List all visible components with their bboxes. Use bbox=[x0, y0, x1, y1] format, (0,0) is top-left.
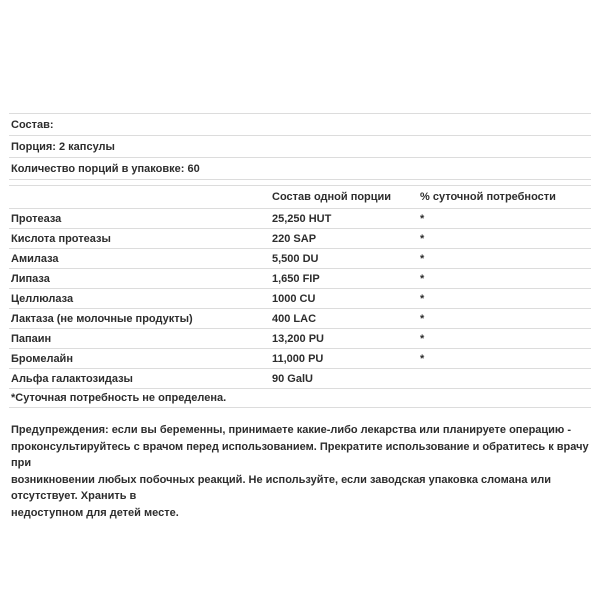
warnings-line: проконсультируйтесь с врачом перед использованием. Прекратите использование и обратитесь к врачу при bbox=[11, 440, 589, 469]
row-amount: 220 SAP bbox=[272, 232, 317, 245]
row-name: Целлюлаза bbox=[11, 292, 74, 305]
row-dv: * bbox=[420, 332, 425, 345]
row-name: Протеаза bbox=[11, 212, 62, 225]
row-amount: 1000 CU bbox=[272, 292, 316, 305]
table-row bbox=[9, 288, 591, 308]
row-name: Альфа галактозидазы bbox=[11, 372, 133, 385]
row-amount: 13,200 PU bbox=[272, 332, 324, 345]
table-row bbox=[9, 308, 591, 328]
header-dv-cell: % суточной потребности bbox=[420, 191, 556, 203]
warnings-paragraph bbox=[9, 422, 591, 521]
supplement-facts-panel bbox=[9, 113, 591, 521]
row-dv: * bbox=[420, 212, 425, 225]
table-row bbox=[9, 348, 591, 368]
table-row bbox=[9, 368, 591, 388]
serving-size-label: Порция: 2 капсулы bbox=[11, 140, 115, 153]
row-dv: * bbox=[420, 312, 425, 325]
serving-size-row bbox=[9, 135, 591, 157]
footnote-row bbox=[9, 388, 591, 407]
row-dv: * bbox=[420, 292, 425, 305]
servings-per-container-label: Количество порций в упаковке: 60 bbox=[11, 162, 200, 175]
row-name: Кислота протеазы bbox=[11, 232, 111, 245]
table-row bbox=[9, 268, 591, 288]
ingredients-table bbox=[9, 185, 591, 408]
row-amount: 400 LAC bbox=[272, 312, 317, 325]
row-dv: * bbox=[420, 232, 425, 245]
table-row bbox=[9, 208, 591, 228]
row-dv: * bbox=[420, 252, 425, 265]
footnote-label: *Суточная потребность не определена. bbox=[11, 392, 227, 404]
serving-info-section bbox=[9, 113, 591, 180]
row-dv: * bbox=[420, 352, 425, 365]
warnings-line: возникновении любых побочных реакций. Не используйте, если заводская упаковка сломана или отсутствует. Хранить в bbox=[11, 473, 552, 502]
row-name: Липаза bbox=[11, 272, 50, 285]
row-name: Папаин bbox=[11, 332, 52, 345]
row-amount: 5,500 DU bbox=[272, 252, 319, 265]
warnings-line: недоступном для детей месте. bbox=[11, 506, 179, 519]
row-name: Лактаза (не молочные продукты) bbox=[11, 312, 193, 325]
row-amount: 25,250 HUT bbox=[272, 212, 332, 225]
composition-heading bbox=[9, 113, 591, 135]
table-row bbox=[9, 248, 591, 268]
row-amount: 1,650 FIP bbox=[272, 272, 320, 285]
header-amount-cell: Состав одной порции bbox=[272, 191, 392, 203]
table-row bbox=[9, 328, 591, 348]
row-amount: 90 GalU bbox=[272, 372, 313, 385]
warnings-line: Предупреждения: если вы беременны, принимаете какие-либо лекарства или планируете операцию - bbox=[11, 424, 572, 436]
row-name: Амилаза bbox=[11, 252, 59, 265]
row-name: Бромелайн bbox=[11, 352, 73, 365]
table-row bbox=[9, 228, 591, 248]
row-dv: * bbox=[420, 272, 425, 285]
composition-heading-label: Состав: bbox=[11, 118, 54, 131]
row-amount: 11,000 PU bbox=[272, 352, 324, 365]
table-header-row bbox=[9, 185, 591, 208]
servings-per-container-row bbox=[9, 157, 591, 179]
